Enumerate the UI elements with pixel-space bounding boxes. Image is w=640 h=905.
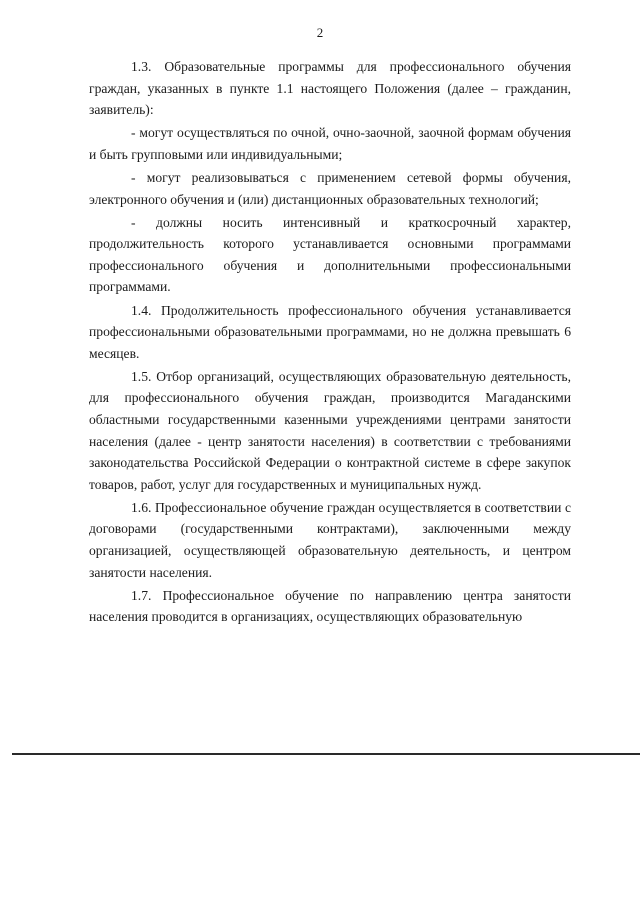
document-body bbox=[89, 56, 571, 629]
paragraph-1-4: 1.4. Продолжительность профессионального обучения устанавливается профессиональными образовательными программами, но не должна превышать 6 месяцев. bbox=[89, 302, 571, 361]
list-item-forms: - могут осуществляться по очной, очно-заочной, заочной формам обучения и быть групповыми или индивидуальными; bbox=[89, 125, 571, 162]
page-divider-line bbox=[12, 753, 640, 755]
paragraph-1-7: 1.7. Профессиональное обучение по направлению центра занятости населения проводится в организациях, осуществляющих образовательную bbox=[89, 587, 571, 625]
paragraph-1-3: 1.3. Образовательные программы для профессионального обучения граждан, указанных в пункте 1.1 настоящего Положения (далее – гражданин, заявитель): bbox=[89, 59, 571, 118]
list-item-intensive: - должны носить интенсивный и краткосрочный характер, продолжительность которого устанавливается основными программами профессионального обучения и дополнительными профессиональными программами. bbox=[89, 214, 571, 295]
paragraph-1-6: 1.6. Профессиональное обучение граждан осуществляется в соответствии с договорами (государственными контрактами), заключенными между организацией, осуществляющей образовательную деятельность, и центром занятости населения. bbox=[89, 499, 571, 580]
page-number: 2 bbox=[316, 25, 324, 40]
paragraph-1-5: 1.5. Отбор организаций, осуществляющих образовательную деятельность, для профессионального обучения граждан, производится Магаданскими областными государственными казенными учреждениями центрами занятости населения (далее - центр занятости населения) в соответствии с требованиями законодательства Российской Федерации о контрактной системе в сфере закупок товаров, работ, услуг для государственных и муниципальных нужд. bbox=[89, 368, 571, 492]
list-item-network: - могут реализовываться с применением сетевой формы обучения, электронного обучения и (или) дистанционных образовательных технологий; bbox=[89, 169, 571, 207]
